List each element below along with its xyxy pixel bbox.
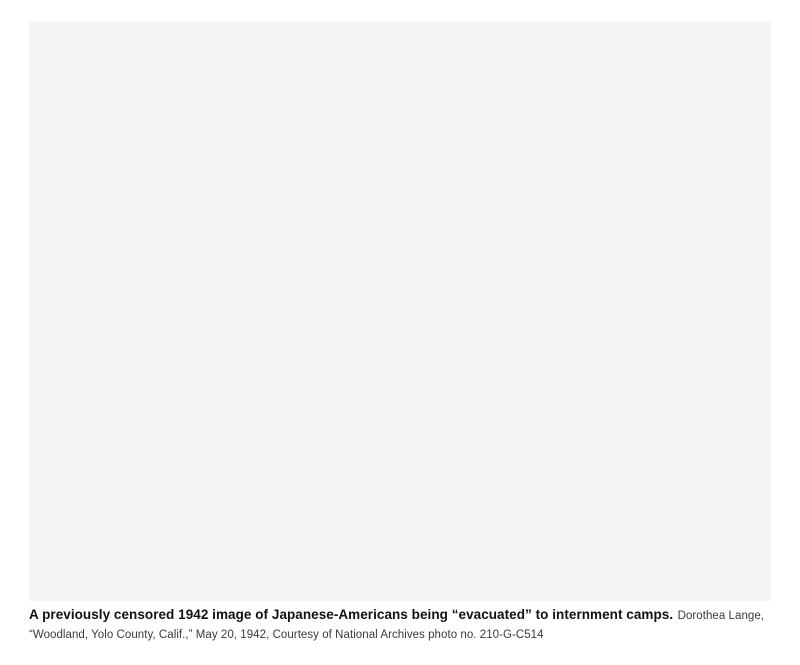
figure-caption xyxy=(29,606,771,644)
historical-photograph xyxy=(29,21,771,601)
caption-credit-text: Dorothea Lange, “Woodland, Yolo County, Calif.,” May 20, 1942, Courtesy of National Archives photo no. 210-G-C514 xyxy=(29,610,765,641)
caption-lead-text: A previously censored 1942 image of Japanese-Americans being “evacuated” to internment camps. xyxy=(29,607,674,622)
